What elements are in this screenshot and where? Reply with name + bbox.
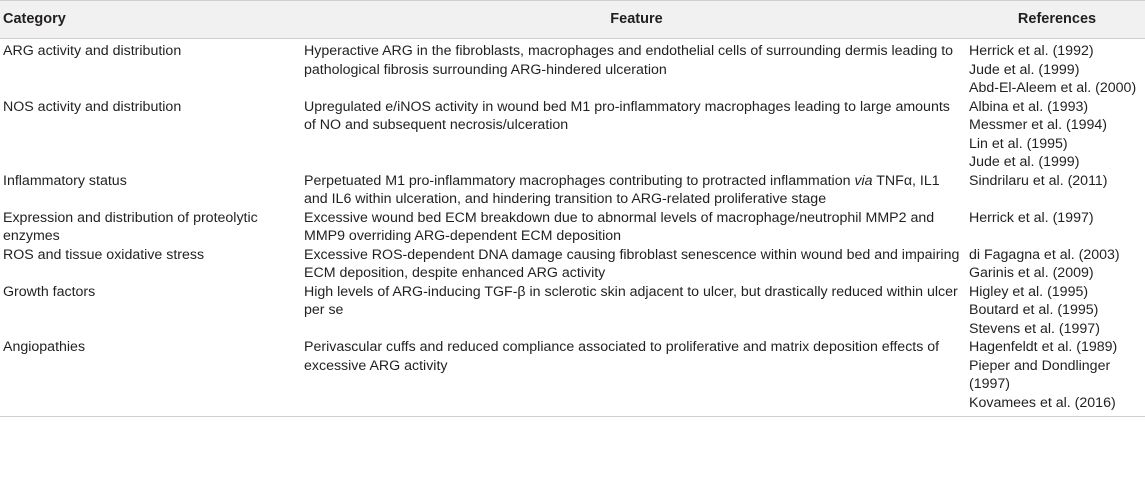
table-row [0, 283, 1145, 339]
row-category: Growth factors [3, 283, 96, 300]
table-row [0, 209, 1145, 246]
row-feature: Excessive ROS-dependent DNA damage causing fibroblast senescence within wound bed and impairing ECM deposition, despite enhanced ARG activity [304, 246, 960, 281]
row-category: ARG activity and distribution [3, 43, 182, 59]
row-references [969, 283, 1145, 339]
reference: Jude et al. (1999) [969, 154, 1080, 170]
reference: Pieper and Dondlinger (1997) [969, 357, 1111, 392]
row-references [969, 98, 1145, 172]
reference: Messmer et al. (1994) [969, 117, 1107, 133]
reference: Abd-El-Aleem et al. (2000) [969, 80, 1137, 96]
header-row [0, 1, 1145, 39]
reference: Hagenfeldt et al. (1989) [969, 339, 1118, 355]
reference: Herrick et al. (1992) [969, 43, 1094, 59]
table-row [0, 338, 1145, 417]
row-references [969, 39, 1145, 98]
header-references: References [969, 1, 1145, 39]
row-references [969, 338, 1145, 417]
row-category: Angiopathies [0, 338, 304, 417]
reference: Higley et al. (1995) [969, 283, 1089, 300]
header-feature: Feature [304, 1, 969, 39]
reference: Jude et al. (1999) [969, 61, 1080, 78]
row-references [969, 209, 1145, 246]
reference: Herrick et al. (1997) [969, 209, 1094, 226]
row-feature: High levels of ARG-inducing TGF-β in sclerotic skin adjacent to ulcer, but drastically reduced within ulcer per se [304, 283, 958, 318]
reference: Sindrilaru et al. (2011) [969, 172, 1108, 189]
row-references [969, 172, 1145, 209]
reference: Albina et al. (1993) [969, 98, 1089, 115]
header-category: Category [0, 1, 304, 39]
table-row [0, 246, 1145, 283]
reference: di Fagagna et al. (2003) [969, 246, 1120, 263]
reference: Kovamees et al. (2016) [969, 394, 1116, 411]
row-feature: Hyperactive ARG in the fibroblasts, macrophages and endothelial cells of surrounding dermis leading to pathological fibrosis surrounding ARG-hindered ulceration [304, 43, 954, 78]
row-category: Inflammatory status [3, 172, 127, 189]
row-references [969, 246, 1145, 283]
reference: Boutard et al. (1995) [969, 302, 1099, 318]
row-feature: Upregulated e/iNOS activity in wound bed M1 pro-inflammatory macrophages leading to large amounts of NO and subsequent necrosis/ulceration [304, 98, 950, 133]
table-row [0, 98, 1145, 172]
row-category: ROS and tissue oxidative stress [3, 246, 205, 263]
row-feature: Excessive wound bed ECM breakdown due to abnormal levels of macrophage/neutrophil MMP2 and MMP9 overriding ARG-dependent ECM deposition [304, 209, 935, 244]
row-category: NOS activity and distribution [3, 98, 182, 115]
feature-text: Perpetuated M1 pro-inflammatory macrophages contributing to protracted inflammation [304, 172, 855, 189]
row-category: Expression and distribution of proteolytic enzymes [3, 209, 258, 244]
reference: Lin et al. (1995) [969, 135, 1068, 152]
reference: Stevens et al. (1997) [969, 320, 1100, 337]
table-row [0, 172, 1145, 209]
feature-text: TNFα, IL1 and IL6 within ulceration, and hindering transition to ARG-related proliferative stage [304, 172, 940, 207]
row-feature [304, 172, 969, 209]
reference: Garinis et al. (2009) [969, 265, 1094, 281]
table-row [0, 39, 1145, 98]
feature-italic-text: via [854, 172, 873, 189]
row-feature: Perivascular cuffs and reduced compliance associated to proliferative and matrix deposition effects of excessive ARG activity [304, 338, 969, 417]
